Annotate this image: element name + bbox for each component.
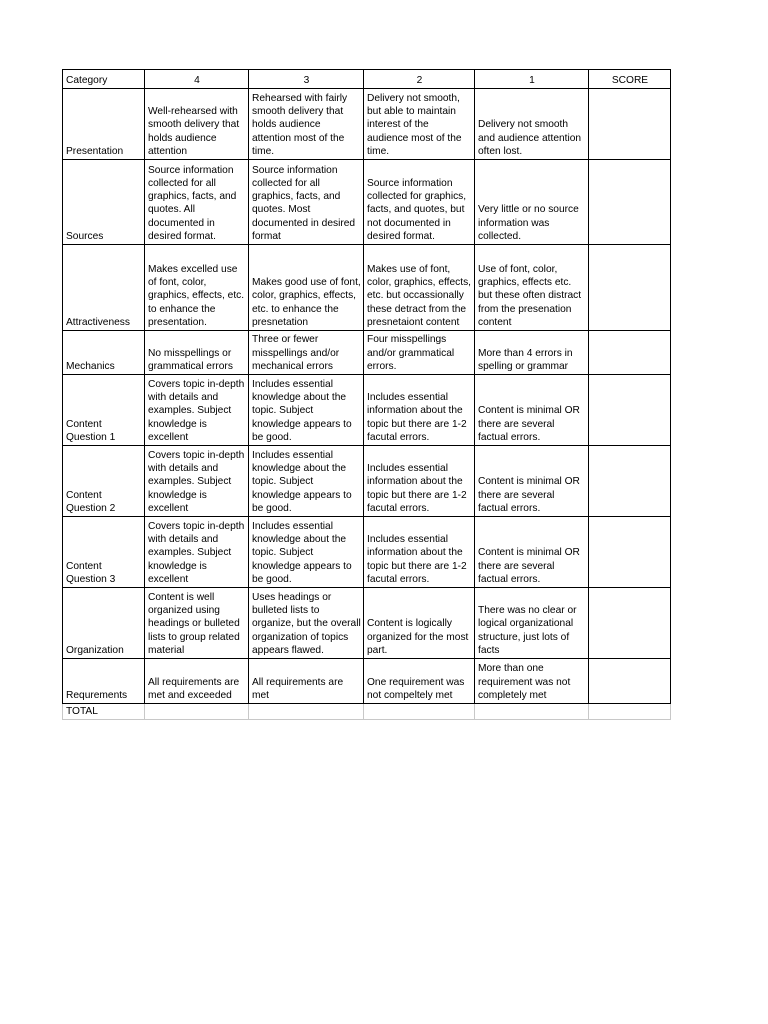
- level-1-cell: Very little or no source information was collected.: [475, 160, 589, 245]
- level-3-cell: Makes good use of font, color, graphics, effects, etc. to enhance the presnetation: [249, 245, 364, 331]
- level-3-cell: Includes essential knowledge about the topic. Subject knowledge appears to be good.: [249, 446, 364, 517]
- table-row: [63, 160, 671, 245]
- header-score-3: 3: [249, 70, 364, 89]
- category-cell: Mechanics: [63, 331, 145, 375]
- level-4-cell: Makes excelled use of font, color, graphics, effects, etc. to enhance the presentation.: [145, 245, 249, 331]
- total-score-cell[interactable]: [589, 704, 671, 720]
- score-cell[interactable]: [589, 375, 671, 446]
- category-cell: Organization: [63, 588, 145, 659]
- level-1-cell: Content is minimal OR there are several factual errors.: [475, 517, 589, 588]
- category-cell: Attractiveness: [63, 245, 145, 331]
- total-row: [63, 704, 671, 720]
- score-cell[interactable]: [589, 160, 671, 245]
- total-level-4-cell: [145, 704, 249, 720]
- level-3-cell: Uses headings or bulleted lists to organize, but the overall organization of topics appears flawed.: [249, 588, 364, 659]
- category-cell: Presentation: [63, 89, 145, 160]
- level-2-cell: One requirement was not compeltely met: [364, 659, 475, 704]
- header-category: Category: [63, 70, 145, 89]
- header-score-1: 1: [475, 70, 589, 89]
- level-3-cell: Includes essential knowledge about the topic. Subject knowledge appears to be good.: [249, 375, 364, 446]
- level-1-cell: Content is minimal OR there are several factual errors.: [475, 446, 589, 517]
- level-2-cell: Includes essential information about the topic but there are 1-2 facutal errors.: [364, 517, 475, 588]
- score-cell[interactable]: [589, 89, 671, 160]
- level-2-cell: Makes use of font, color, graphics, effects, etc. but occassionally these detract from the presnetaiont content: [364, 245, 475, 331]
- level-2-cell: Delivery not smooth, but able to maintain interest of the audience most of the time.: [364, 89, 475, 160]
- level-3-cell: Source information collected for all graphics, facts, and quotes. Most documented in desired format: [249, 160, 364, 245]
- level-3-cell: All requirements are met: [249, 659, 364, 704]
- level-4-cell: Covers topic in-depth with details and examples. Subject knowledge is excellent: [145, 446, 249, 517]
- score-cell[interactable]: [589, 517, 671, 588]
- table-row: [63, 89, 671, 160]
- score-cell[interactable]: [589, 446, 671, 517]
- header-score: SCORE: [589, 70, 671, 89]
- score-cell[interactable]: [589, 588, 671, 659]
- level-4-cell: Content is well organized using headings or bulleted lists to group related material: [145, 588, 249, 659]
- category-cell: Sources: [63, 160, 145, 245]
- header-score-2: 2: [364, 70, 475, 89]
- level-4-cell: All requirements are met and exceeded: [145, 659, 249, 704]
- level-1-cell: Use of font, color, graphics, effects etc. but these often distract from the presenation content: [475, 245, 589, 331]
- rubric-page: [62, 69, 671, 720]
- level-3-cell: Three or fewer misspellings and/or mechanical errors: [249, 331, 364, 375]
- level-1-cell: Content is minimal OR there are several factual errors.: [475, 375, 589, 446]
- total-label: TOTAL: [63, 704, 145, 720]
- table-row: [63, 245, 671, 331]
- header-score-4: 4: [145, 70, 249, 89]
- level-4-cell: Well-rehearsed with smooth delivery that holds audience attention: [145, 89, 249, 160]
- table-row: [63, 588, 671, 659]
- table-row: [63, 446, 671, 517]
- level-1-cell: Delivery not smooth and audience attention often lost.: [475, 89, 589, 160]
- score-cell[interactable]: [589, 331, 671, 375]
- level-3-cell: Includes essential knowledge about the topic. Subject knowledge appears to be good.: [249, 517, 364, 588]
- total-level-3-cell: [249, 704, 364, 720]
- table-row: [63, 517, 671, 588]
- level-3-cell: Rehearsed with fairly smooth delivery that holds audience attention most of the time.: [249, 89, 364, 160]
- category-cell: Requrements: [63, 659, 145, 704]
- score-cell[interactable]: [589, 245, 671, 331]
- total-level-2-cell: [364, 704, 475, 720]
- category-cell: Content Question 2: [63, 446, 145, 517]
- total-level-1-cell: [475, 704, 589, 720]
- header-row: [63, 70, 671, 89]
- rubric-table: [62, 69, 671, 720]
- table-row: [63, 331, 671, 375]
- level-1-cell: There was no clear or logical organizational structure, just lots of facts: [475, 588, 589, 659]
- level-2-cell: Includes essential information about the topic but there are 1-2 facutal errors.: [364, 446, 475, 517]
- level-1-cell: More than one requirement was not completely met: [475, 659, 589, 704]
- table-row: [63, 375, 671, 446]
- category-cell: Content Question 3: [63, 517, 145, 588]
- level-2-cell: Source information collected for graphics, facts, and quotes, but not documented in desired format.: [364, 160, 475, 245]
- level-4-cell: Covers topic in-depth with details and examples. Subject knowledge is excellent: [145, 517, 249, 588]
- score-cell[interactable]: [589, 659, 671, 704]
- level-2-cell: Four misspellings and/or grammatical errors.: [364, 331, 475, 375]
- category-cell: Content Question 1: [63, 375, 145, 446]
- level-4-cell: Covers topic in-depth with details and examples. Subject knowledge is excellent: [145, 375, 249, 446]
- level-1-cell: More than 4 errors in spelling or grammar: [475, 331, 589, 375]
- level-4-cell: Source information collected for all graphics, facts, and quotes. All documented in desired format.: [145, 160, 249, 245]
- level-4-cell: No misspellings or grammatical errors: [145, 331, 249, 375]
- table-row: [63, 659, 671, 704]
- level-2-cell: Content is logically organized for the most part.: [364, 588, 475, 659]
- level-2-cell: Includes essential information about the topic but there are 1-2 facutal errors.: [364, 375, 475, 446]
